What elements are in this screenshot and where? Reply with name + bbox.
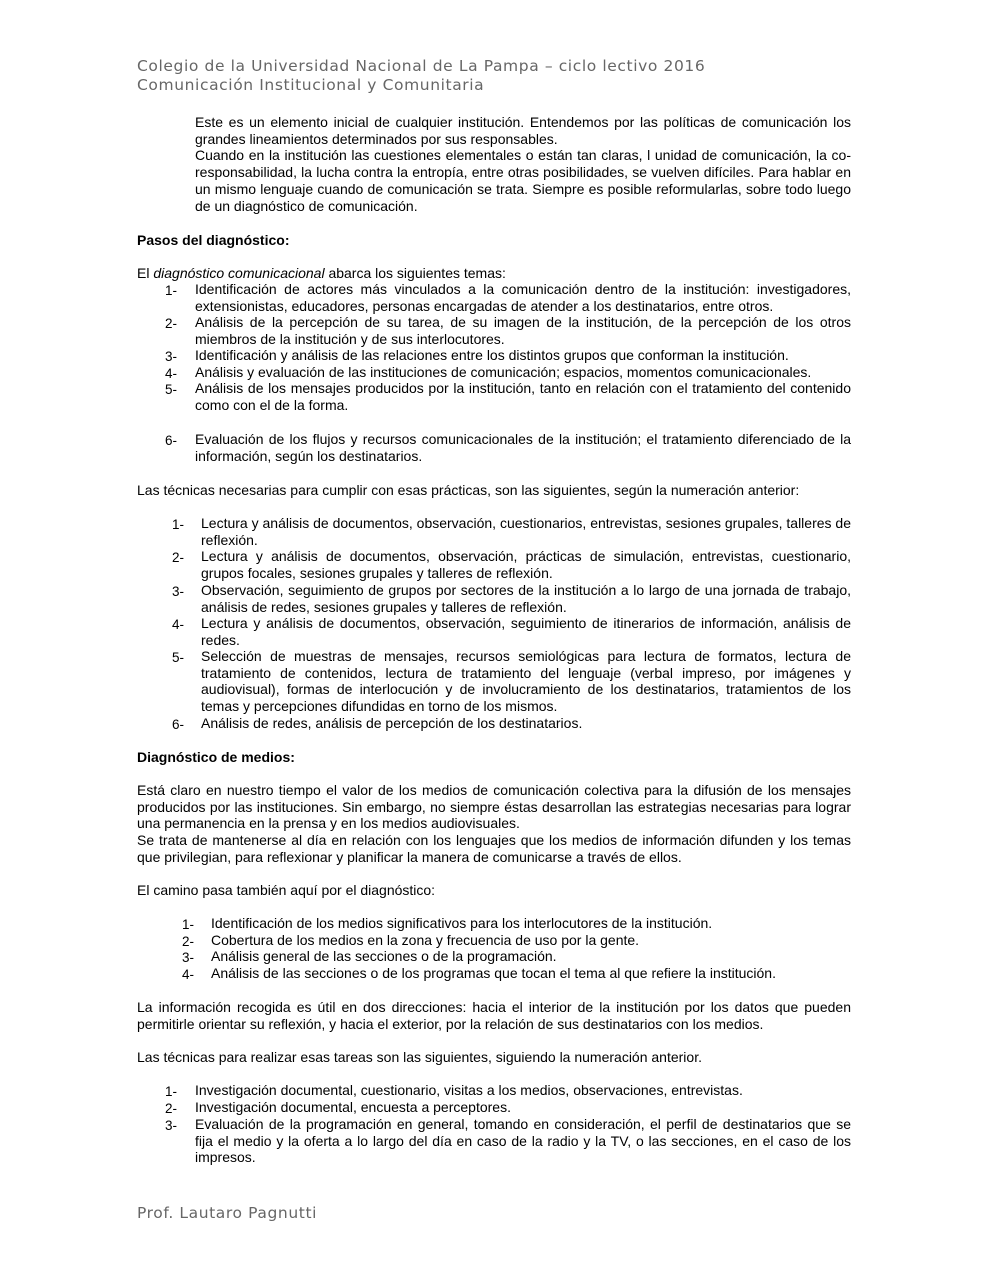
list-item: Análisis de redes, análisis de percepción de los destinatarios. <box>201 715 583 731</box>
list-number: 4- <box>165 366 178 381</box>
list-number: 3- <box>182 950 195 965</box>
list-number: 1- <box>172 517 185 532</box>
medios-paragraph-5: Las técnicas para realizar esas tareas son las siguientes, siguiendo la numeración anterior. <box>137 1049 702 1065</box>
intro-paragraph-1: Este es un elemento inicial de cualquier institución. Entendemos por las políticas de comunicación los grandes lineamientos determinados por sus responsables. <box>195 114 851 147</box>
list-item: Análisis de los mensajes producidos por la institución, tanto en relación con el tratamiento del contenido como con el de la forma. <box>195 380 851 413</box>
list-number: 2- <box>182 934 195 949</box>
list-item: Lectura y análisis de documentos, observación, prácticas de simulación, entrevistas, cuestionario, grupos focales, sesiones grupales y talleres de reflexión. <box>201 548 851 581</box>
list-item: Análisis de las secciones o de los programas que tocan el tema al que refiere la institución. <box>211 965 776 981</box>
list-item: Lectura y análisis de documentos, observación, cuestionarios, entrevistas, sesiones grupales, talleres de reflexión. <box>201 515 851 548</box>
medios-paragraph-3: El camino pasa también aquí por el diagnóstico: <box>137 882 436 898</box>
lead-emphasis: diagnóstico comunicacional <box>153 265 325 281</box>
medios-paragraph-2: Se trata de mantenerse al día en relación con los lenguajes que los medios de información difunden y los temas que privilegian, para reflexionar y planificar la manera de comunicarse a través de ellos. <box>137 832 851 865</box>
medios-paragraph-1: Está claro en nuestro tiempo el valor de los medios de comunicación colectiva para la difusión de los mensajes producidos por las instituciones. Sin embargo, no siempre éstas desarrollan las estrategias necesarias para lograr una permanencia en la prensa y en los medios audiovisuales. <box>137 782 851 832</box>
medios-text <box>137 782 851 866</box>
list-number: 1- <box>182 917 195 932</box>
lead-post: abarca los siguientes temas: <box>324 265 506 281</box>
list-item: Evaluación de los flujos y recursos comunicacionales de la institución; el tratamiento diferenciado de la información, según los destinatarios. <box>195 431 851 464</box>
header-line-1: Colegio de la Universidad Nacional de La Pampa – ciclo lectivo 2016 <box>137 57 706 75</box>
list-item: Análisis general de las secciones o de la programación. <box>211 948 557 964</box>
list-item: Cobertura de los medios en la zona y frecuencia de uso por la gente. <box>211 932 640 948</box>
list-number: 3- <box>172 584 185 599</box>
list-item: Análisis de la percepción de su tarea, de su imagen de la institución, de la percepción de los otros miembros de la institución y de sus interlocutores. <box>195 314 851 347</box>
list-item: Análisis y evaluación de las instituciones de comunicación; espacios, momentos comunicacionales. <box>195 364 812 380</box>
header-line-2: Comunicación Institucional y Comunitaria <box>137 76 485 94</box>
list-item: Identificación de los medios significativos para los interlocutores de la institución. <box>211 915 713 931</box>
intro-paragraph-2: Cuando en la institución las cuestiones elementales o están tan claras, l unidad de comunicación, la co- responsabilidad, la lucha contra la entropía, entre otras posibilidades, se vuelven difíciles. Para hablar en un mismo lenguaje cuando de comunicación se trata. Siempre es posible reformularlas, sobre todo luego de un diagnóstico de comunicación. <box>195 147 851 214</box>
list-number: 5- <box>172 650 185 665</box>
heading-medios: Diagnóstico de medios: <box>137 749 295 765</box>
list-number: 4- <box>172 617 185 632</box>
list-item: Investigación documental, cuestionario, visitas a los medios, observaciones, entrevistas. <box>195 1082 743 1098</box>
list-number: 1- <box>165 1084 178 1099</box>
medios-paragraph-4: La información recogida es útil en dos direcciones: hacia el interior de la institución por los datos que pueden permitirle orientar su reflexión, y hacia el exterior, por la relación de sus destinatarios con los medios. <box>137 999 851 1032</box>
list-item: Observación, seguimiento de grupos por sectores de la institución a lo largo de una jornada de trabajo, análisis de redes, sesiones grupales y talleres de reflexión. <box>201 582 851 615</box>
pasos-lead <box>137 265 851 282</box>
list-number: 6- <box>172 717 185 732</box>
tecnicas-lead: Las técnicas necesarias para cumplir con esas prácticas, son las siguientes, según la numeración anterior: <box>137 482 800 498</box>
list-item: Investigación documental, encuesta a perceptores. <box>195 1099 511 1115</box>
list-number: 2- <box>165 1101 178 1116</box>
footer-author: Prof. Lautaro Pagnutti <box>137 1204 318 1222</box>
list-item: Identificación de actores más vinculados a la comunicación dentro de la institución: investigadores, extensionistas, educadores, personas encargadas de atender a los destinatarios, entre otros. <box>195 281 851 314</box>
heading-pasos: Pasos del diagnóstico: <box>137 232 290 248</box>
list-item: Lectura y análisis de documentos, observación, seguimiento de itinerarios de información, análisis de redes. <box>201 615 851 648</box>
list-number: 3- <box>165 1118 178 1133</box>
list-number: 2- <box>165 316 178 331</box>
list-number: 1- <box>165 283 178 298</box>
list-number: 4- <box>182 967 195 982</box>
list-number: 3- <box>165 349 178 364</box>
intro-text <box>195 114 851 214</box>
list-item: Selección de muestras de mensajes, recursos semiológicas para lectura de formatos, lectura de tratamiento de contenidos, lectura de tratamiento del lenguaje (verbal impreso, por imágenes y audiovisual), formas de interlocución y de involucramiento de los destinatarios, tratamientos de los temas y percepciones difundidas en torno de los mismos. <box>201 648 851 715</box>
list-item: Identificación y análisis de las relaciones entre los distintos grupos que conforman la institución. <box>195 347 789 363</box>
list-number: 5- <box>165 382 178 397</box>
list-item: Evaluación de la programación en general, tomando en consideración, el perfil de destinatarios que se fija el medio y la oferta a lo largo del día en caso de la radio y la TV, o las secciones, en el caso de los impresos. <box>195 1116 851 1166</box>
list-number: 6- <box>165 433 178 448</box>
lead-pre: El <box>137 265 154 281</box>
list-number: 2- <box>172 550 185 565</box>
